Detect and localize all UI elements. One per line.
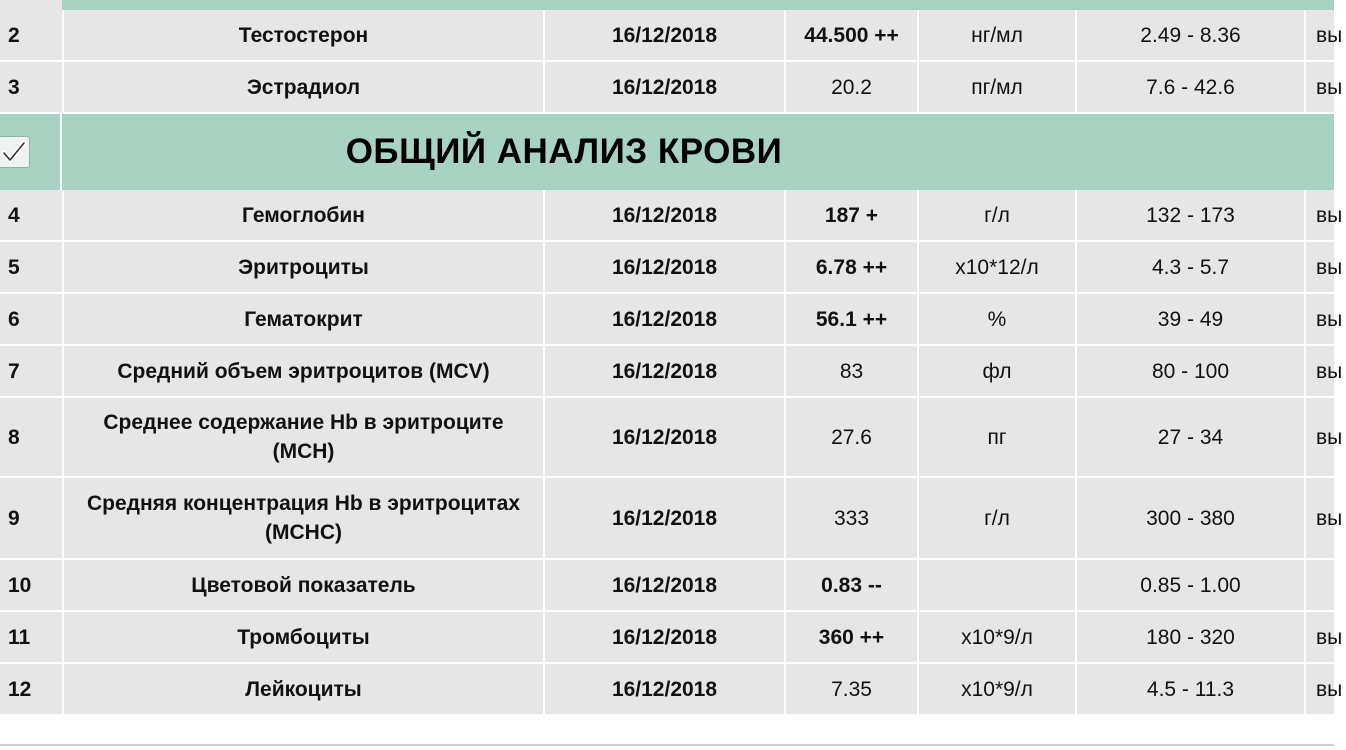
status-truncated: вы <box>1316 625 1343 649</box>
test-name: Тромбоциты <box>64 612 545 662</box>
status-truncated: вы <box>1316 203 1343 227</box>
test-date: 16/12/2018 <box>545 612 786 662</box>
unit: г/л <box>919 478 1077 558</box>
table-row <box>0 346 1343 398</box>
unit: x10*9/л <box>919 664 1077 714</box>
row-number: 5 <box>0 242 64 292</box>
unit: пг <box>919 398 1077 476</box>
test-name: Средний объем эритроцитов (MCV) <box>64 346 545 396</box>
test-date: 16/12/2018 <box>545 346 786 396</box>
status-truncated: вы <box>1316 307 1343 331</box>
row-number: 6 <box>0 294 64 344</box>
section-check-cell <box>0 114 62 190</box>
test-date: 16/12/2018 <box>545 478 786 558</box>
unit: г/л <box>919 190 1077 240</box>
test-name: Среднее содержание Hb в эритроците (MCH) <box>64 398 545 476</box>
table-row <box>0 560 1334 612</box>
table-row <box>0 398 1343 478</box>
reference-range: 0.85 - 1.00 <box>1077 560 1306 610</box>
test-name: Эстрадиол <box>64 62 545 112</box>
test-date: 16/12/2018 <box>545 242 786 292</box>
test-name: Средняя концентрация Hb в эритроцитах (MCHC) <box>64 478 545 558</box>
section-title: ОБЩИЙ АНАЛИЗ КРОВИ <box>345 132 783 171</box>
checkmark-icon[interactable] <box>0 136 30 168</box>
reference-range: 27 - 34 <box>1077 398 1306 476</box>
status-truncated: вы <box>1316 677 1343 701</box>
unit: x10*12/л <box>919 242 1077 292</box>
status-truncated: вы <box>1316 255 1343 279</box>
test-date: 16/12/2018 <box>545 398 786 476</box>
row-number: 4 <box>0 190 64 240</box>
status-truncated: вы <box>1316 425 1343 449</box>
status-truncated: вы <box>1316 359 1343 383</box>
unit: нг/мл <box>919 10 1077 60</box>
table-row <box>0 664 1343 716</box>
row-number: 2 <box>0 10 64 60</box>
row-number: 3 <box>0 62 64 112</box>
test-date: 16/12/2018 <box>545 294 786 344</box>
reference-range: 39 - 49 <box>1077 294 1306 344</box>
unit: % <box>919 294 1077 344</box>
bottom-divider <box>0 744 1334 746</box>
test-name: Цветовой показатель <box>64 560 545 610</box>
row-number: 7 <box>0 346 64 396</box>
result-value: 360 ++ <box>786 612 919 662</box>
status-truncated: вы <box>1316 506 1343 530</box>
result-value: 6.78 ++ <box>786 242 919 292</box>
section-header <box>0 114 1334 190</box>
test-name: Тестостерон <box>64 10 545 60</box>
table-row <box>0 10 1343 62</box>
reference-range: 300 - 380 <box>1077 478 1306 558</box>
table-row <box>0 62 1343 114</box>
status-truncated: вы <box>1316 23 1343 47</box>
row-number: 9 <box>0 478 64 558</box>
result-value: 7.35 <box>786 664 919 714</box>
reference-range: 132 - 173 <box>1077 190 1306 240</box>
result-value: 83 <box>786 346 919 396</box>
result-value: 333 <box>786 478 919 558</box>
reference-range: 7.6 - 42.6 <box>1077 62 1306 112</box>
unit: фл <box>919 346 1077 396</box>
test-name: Гематокрит <box>64 294 545 344</box>
result-value: 0.83 -- <box>786 560 919 610</box>
row-number: 11 <box>0 612 64 662</box>
test-date: 16/12/2018 <box>545 664 786 714</box>
test-name: Эритроциты <box>64 242 545 292</box>
test-date: 16/12/2018 <box>545 62 786 112</box>
reference-range: 4.3 - 5.7 <box>1077 242 1306 292</box>
table-row <box>0 612 1343 664</box>
table-row <box>0 478 1343 560</box>
result-value: 27.6 <box>786 398 919 476</box>
test-name: Гемоглобин <box>64 190 545 240</box>
result-value: 56.1 ++ <box>786 294 919 344</box>
unit: пг/мл <box>919 62 1077 112</box>
reference-range: 180 - 320 <box>1077 612 1306 662</box>
status-truncated <box>1306 560 1346 610</box>
test-date: 16/12/2018 <box>545 560 786 610</box>
reference-range: 80 - 100 <box>1077 346 1306 396</box>
test-date: 16/12/2018 <box>545 190 786 240</box>
result-value: 187 + <box>786 190 919 240</box>
row-number: 10 <box>0 560 64 610</box>
result-value: 44.500 ++ <box>786 10 919 60</box>
result-value: 20.2 <box>786 62 919 112</box>
row-number: 8 <box>0 398 64 476</box>
unit: x10*9/л <box>919 612 1077 662</box>
table-row <box>0 242 1343 294</box>
status-truncated: вы <box>1316 75 1343 99</box>
table-row <box>0 190 1343 242</box>
row-number: 12 <box>0 664 64 714</box>
unit <box>919 560 1077 610</box>
test-name: Лейкоциты <box>64 664 545 714</box>
reference-range: 2.49 - 8.36 <box>1077 10 1306 60</box>
test-date: 16/12/2018 <box>545 10 786 60</box>
table-row <box>0 294 1343 346</box>
reference-range: 4.5 - 11.3 <box>1077 664 1306 714</box>
